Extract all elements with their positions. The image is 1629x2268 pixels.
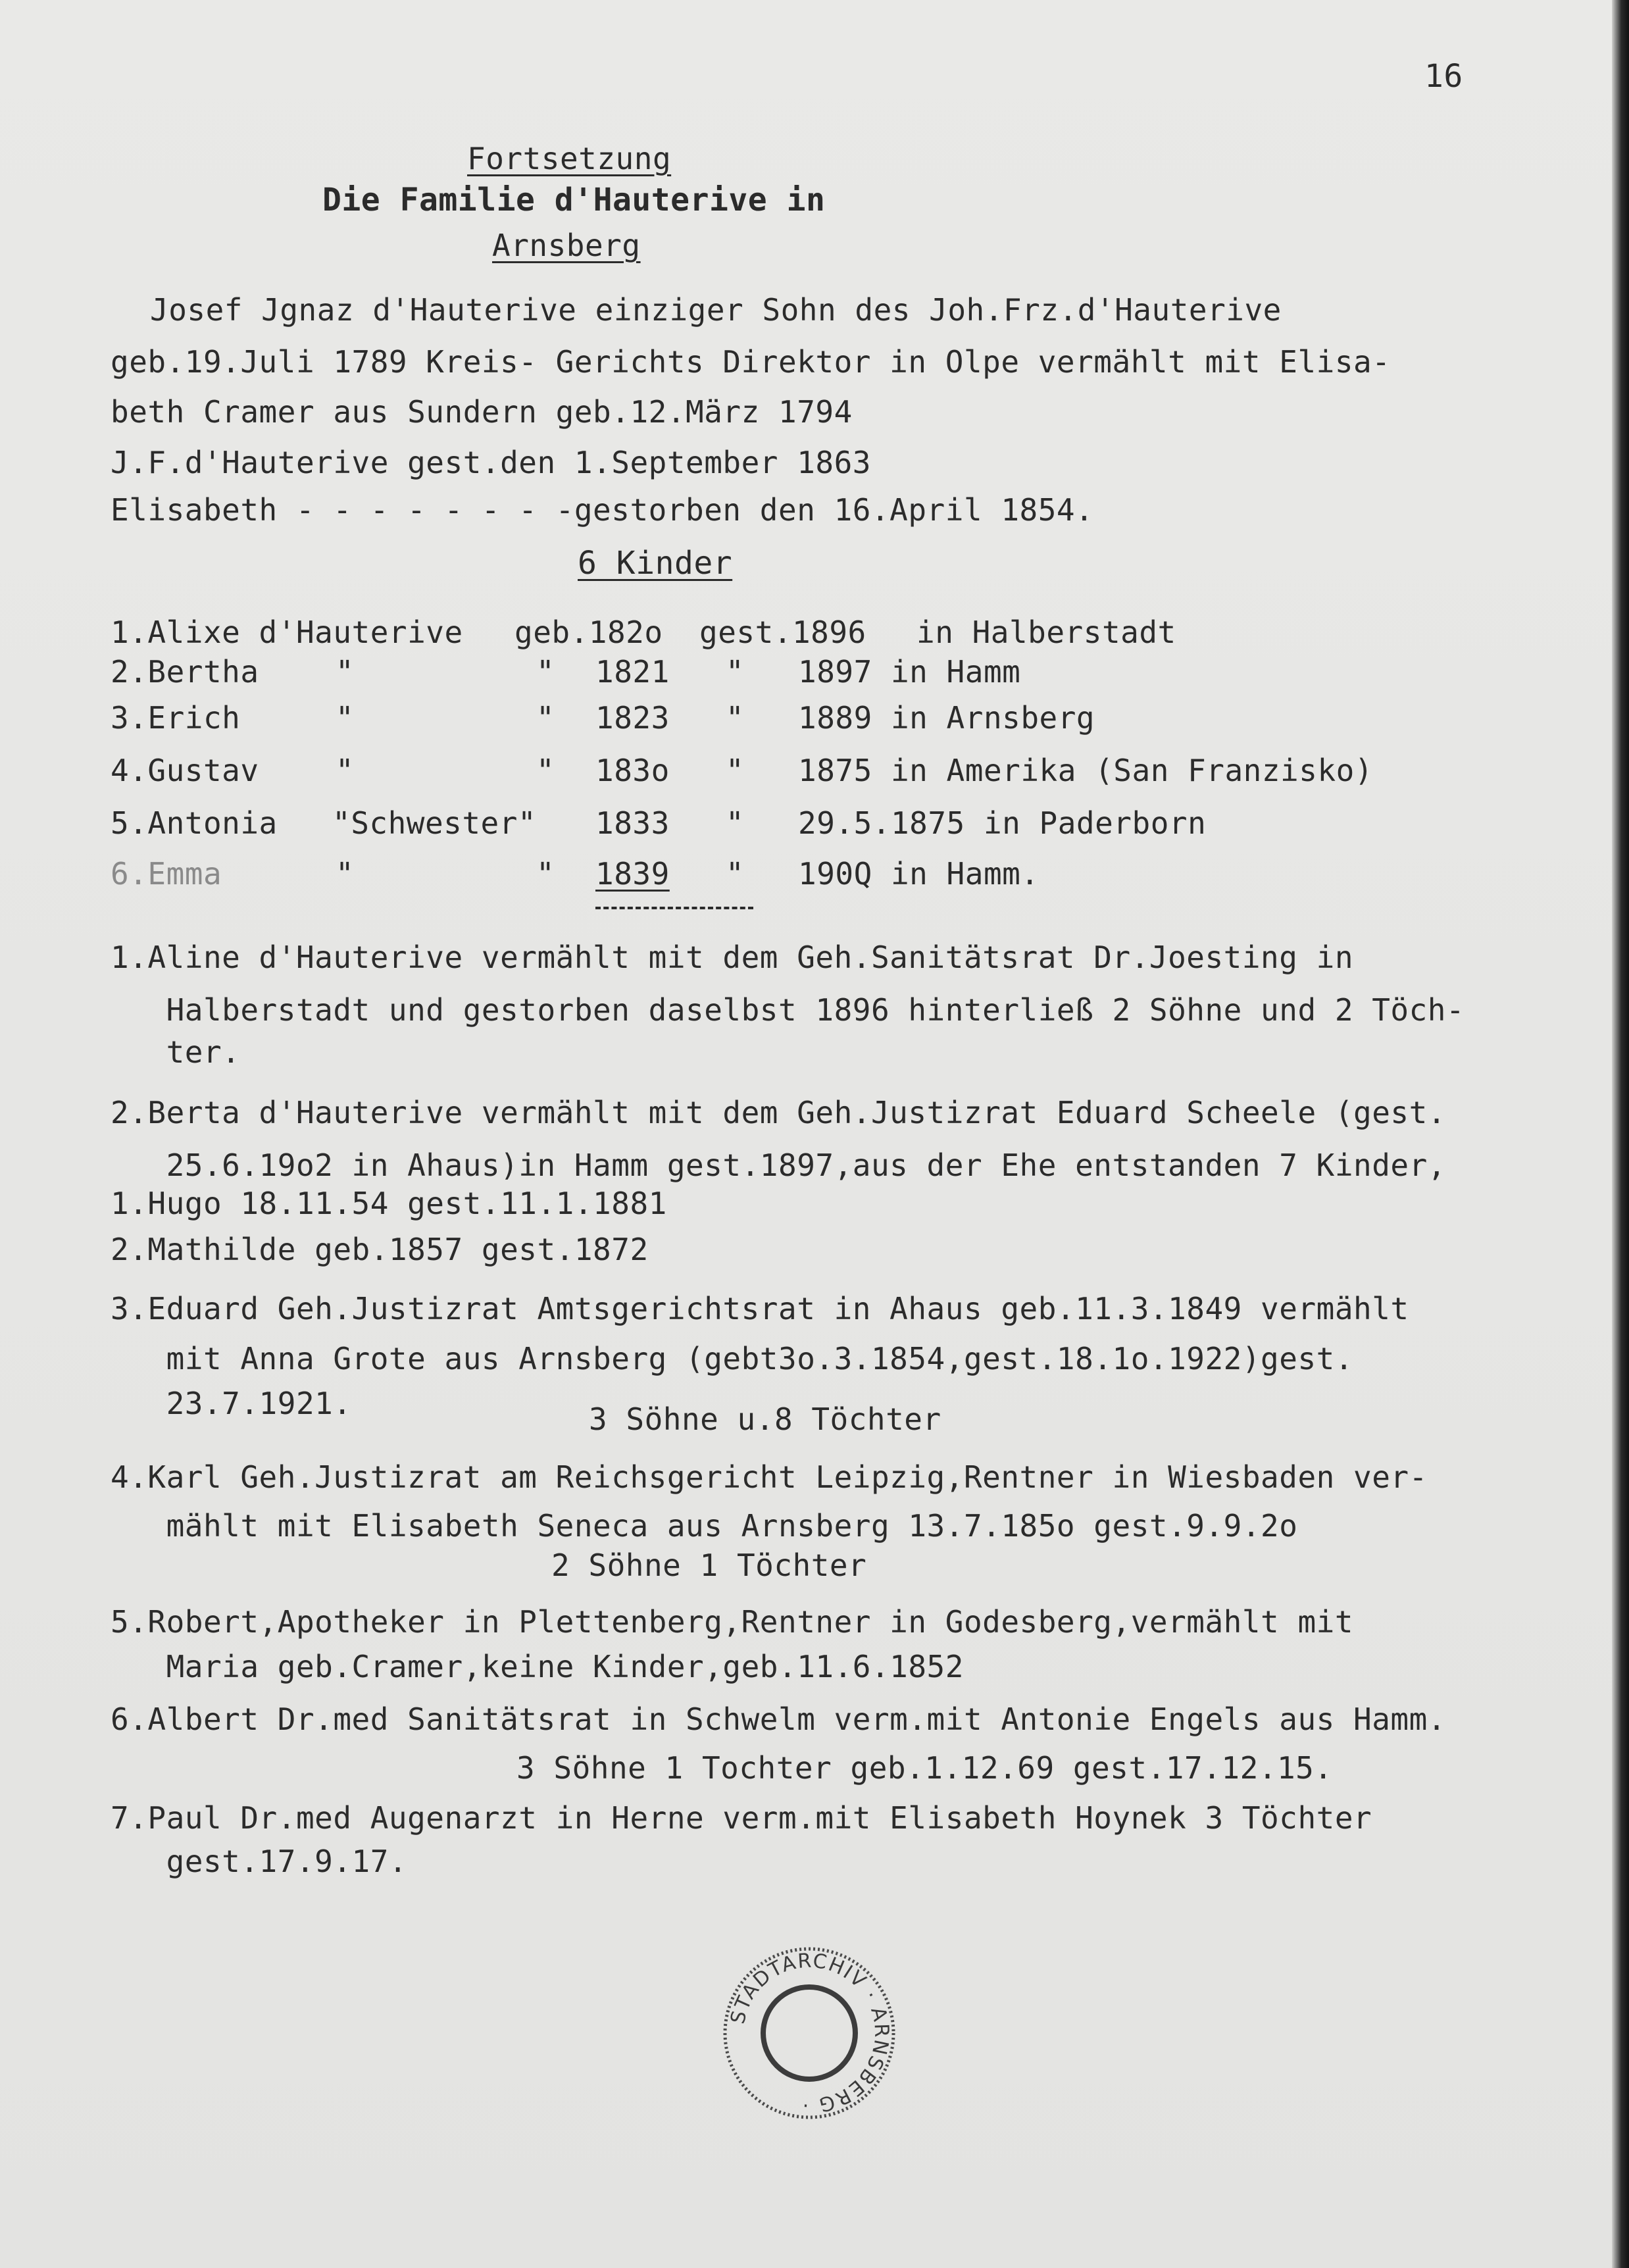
child-5-ditto-a: "Schwester" (332, 805, 537, 841)
child-2-born: 1821 (595, 654, 670, 690)
child-1-name: 1.Alixe d'Hauterive (111, 615, 463, 650)
body-line: 5.Robert,Apotheker in Plettenberg,Rentner in Godesberg,vermählt mit (111, 1604, 1354, 1640)
body-line: ter. (111, 1034, 241, 1070)
child-5-born: 1833 (595, 805, 670, 841)
child-5-death: 29.5.1875 in Paderborn (798, 805, 1207, 841)
child-3-name: 3.Erich (111, 700, 241, 736)
child-6-gest: " (726, 856, 745, 892)
body-line: mit Anna Grote aus Arnsberg (gebt3o.3.1854,gest.18.1o.1922)gest. (111, 1341, 1354, 1376)
child-3-ditto-a: " (336, 700, 355, 736)
body-line-centered: 2 Söhne 1 Töchter (551, 1548, 867, 1583)
body-line: 7.Paul Dr.med Augenarzt in Herne verm.mit Elisabeth Hoynek 3 Töchter (111, 1800, 1372, 1836)
child-2-gest: " (726, 654, 745, 690)
body-line: Maria geb.Cramer,keine Kinder,geb.11.6.1852 (111, 1649, 964, 1684)
body-line: 2.Mathilde geb.1857 gest.1872 (111, 1232, 649, 1267)
child-5-gest: " (726, 805, 745, 841)
heading-continuation: Fortsetzung (467, 141, 672, 176)
child-2-ditto-a: " (336, 654, 355, 690)
child-6-death: 190Q in Hamm. (798, 856, 1040, 892)
heading-place: Arnsberg (492, 228, 641, 263)
body-line-centered: 3 Söhne 1 Tochter geb.1.12.69 gest.17.12.15. (516, 1750, 1333, 1786)
child-4-ditto-b: " (536, 753, 555, 788)
body-line: 6.Albert Dr.med Sanitätsrat in Schwelm verm.mit Antonie Engels aus Hamm. (111, 1701, 1446, 1737)
child-1-gest: gest.1896 (699, 615, 866, 650)
child-1-death: in Halberstadt (916, 615, 1176, 650)
child-2-name: 2.Bertha (111, 654, 259, 690)
child-3-death: 1889 in Arnsberg (798, 700, 1095, 736)
intro-line-2: geb.19.Juli 1789 Kreis- Gerichts Direktor in Olpe vermählt mit Elisa- (111, 344, 1391, 380)
child-3-born: 1823 (595, 700, 670, 736)
child-6-name: 6.Emma (111, 856, 222, 892)
child-6-ditto-b: " (536, 856, 555, 892)
child-4-ditto-a: " (336, 753, 355, 788)
child-3-ditto-b: " (536, 700, 555, 736)
stamp-text: STADTARCHIV · ARNSBERG · (726, 1949, 893, 2117)
intro-line-3: beth Cramer aus Sundern geb.12.März 1794 (111, 394, 853, 430)
intro-line-1: Josef Jgnaz d'Hauterive einziger Sohn des Joh.Frz.d'Hauterive (150, 292, 1282, 328)
heading-title: Die Familie d'Hauterive in (322, 182, 826, 218)
child-1-birth: geb.182o (514, 615, 663, 650)
body-line: gest.17.9.17. (111, 1844, 408, 1879)
child-4-gest: " (726, 753, 745, 788)
table-end-rule (595, 907, 753, 909)
body-line: 1.Hugo 18.11.54 gest.11.1.1881 (111, 1186, 667, 1221)
child-2-death: 1897 in Hamm (798, 654, 1021, 690)
intro-line-4: J.F.d'Hauterive gest.den 1.September 1863 (111, 445, 871, 480)
body-line: 2.Berta d'Hauterive vermählt mit dem Geh.Justizrat Eduard Scheele (gest. (111, 1095, 1446, 1130)
body-line: 25.6.19o2 in Ahaus)in Hamm gest.1897,aus der Ehe entstanden 7 Kinder, (111, 1147, 1446, 1183)
body-line: 1.Aline d'Hauterive vermählt mit dem Geh.Sanitätsrat Dr.Joesting in (111, 940, 1354, 975)
page-number: 16 (1424, 58, 1463, 95)
archive-stamp-icon (717, 1941, 901, 2125)
child-6-born: 1839 (595, 856, 670, 892)
child-3-gest: " (726, 700, 745, 736)
child-5-name: 5.Antonia (111, 805, 278, 841)
child-4-name: 4.Gustav (111, 753, 259, 788)
body-line: 3.Eduard Geh.Justizrat Amtsgerichtsrat in Ahaus geb.11.3.1849 vermählt (111, 1291, 1409, 1326)
page-edge-shadow (1612, 0, 1629, 2268)
body-line-centered: 3 Söhne u.8 Töchter (589, 1401, 941, 1437)
intro-line-5: Elisabeth - - - - - - - -gestorben den 16.April 1854. (111, 492, 1094, 528)
body-line: 23.7.1921. (111, 1386, 352, 1421)
body-line: mählt mit Elisabeth Seneca aus Arnsberg 13.7.185o gest.9.9.2o (111, 1508, 1298, 1544)
body-line: Halberstadt und gestorben daselbst 1896 hinterließ 2 Söhne und 2 Töch- (111, 992, 1465, 1028)
body-line: 4.Karl Geh.Justizrat am Reichsgericht Leipzig,Rentner in Wiesbaden ver- (111, 1459, 1428, 1495)
children-heading: 6 Kinder (578, 545, 733, 582)
child-2-ditto-b: " (536, 654, 555, 690)
child-4-death: 1875 in Amerika (San Franzisko) (798, 753, 1374, 788)
child-6-ditto-a: " (336, 856, 355, 892)
child-4-born: 183o (595, 753, 670, 788)
